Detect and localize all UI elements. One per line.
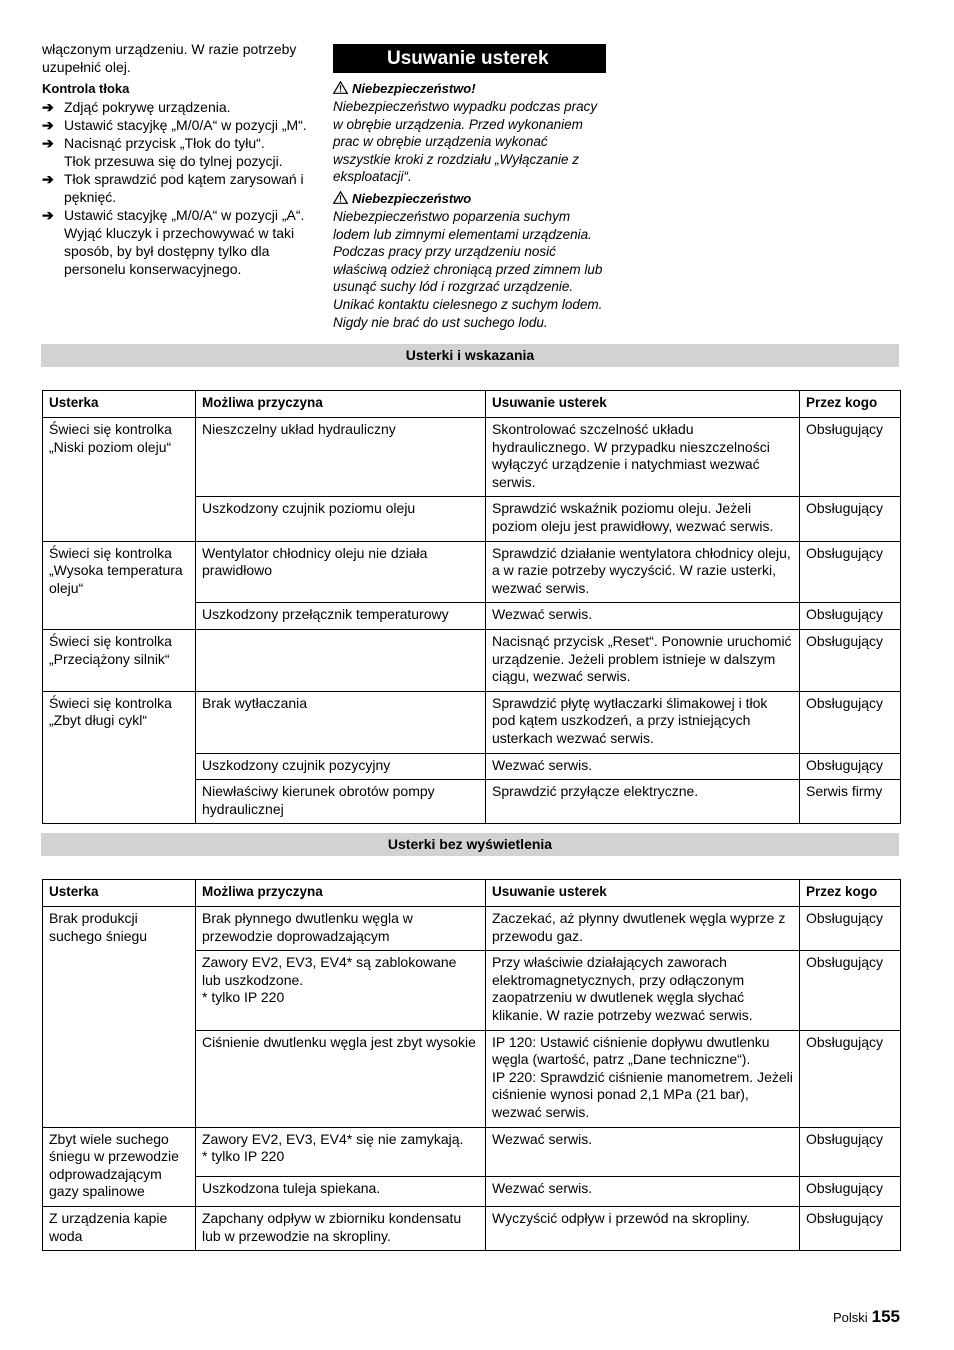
fault-cell: Świeci się kontrolka „Przeciążony silnik“ (43, 629, 196, 691)
table-row (43, 1206, 901, 1250)
table-row (43, 541, 901, 603)
remedy-cell: Sprawdzić płytę wytłaczarki ślimakowej i tłok pod kątem uszkodzeń, a przy istniejących usterkach wezwać serwis. (486, 691, 800, 753)
column-header: Przez kogo (800, 391, 901, 418)
fault-cell: Z urządzenia kapie woda (43, 1206, 196, 1250)
cause-cell: Uszkodzona tuleja spiekana. (196, 1177, 486, 1207)
table-header-row (43, 391, 901, 418)
arrow-right-icon: ➔ (42, 99, 54, 115)
remedy-cell: Wezwać serwis. (486, 1177, 800, 1207)
cause-cell: Ciśnienie dwutlenku węgla jest zbyt wysokie (196, 1030, 486, 1127)
cause-cell: Uszkodzony przełącznik temperaturowy (196, 603, 486, 630)
section-title-faults-indications: Usterki i wskazania (41, 344, 899, 367)
faults-without-display-table (42, 879, 901, 1251)
cause-cell: Zapchany odpływ w zbiorniku kondensatu lub w przewodzie na skropliny. (196, 1206, 486, 1250)
column-header: Usuwanie usterek (486, 391, 800, 418)
arrow-right-icon: ➔ (42, 135, 54, 151)
responsible-cell: Obsługujący (800, 1177, 901, 1207)
list-item: ➔ Nacisnąć przycisk „Tłok do tyłu“. Tłok przesuwa się do tylnej pozycji. (42, 135, 283, 169)
remedy-cell: Skontrolować szczelność układu hydraulicznego. W przypadku nieszczelności wyłączyć urządzenie i natychmiast wezwać serwis. (486, 418, 800, 497)
cause-cell: Brak płynnego dwutlenku węgla w przewodzie doprowadzającym (196, 907, 486, 951)
warning-heading: Niebezpieczeństwo! (333, 80, 606, 98)
remedy-cell: Wezwać serwis. (486, 1127, 800, 1177)
cause-cell: Niewłaściwy kierunek obrotów pompy hydraulicznej (196, 780, 486, 824)
list-item: ➔ Zdjąć pokrywę urządzenia. (42, 99, 231, 115)
column-header: Usterka (43, 880, 196, 907)
section-title-faults-without-display: Usterki bez wyświetlenia (41, 833, 899, 856)
remedy-cell: Zaczekać, aż płynny dwutlenek węgla wyprze z przewodu gaz. (486, 907, 800, 951)
responsible-cell: Obsługujący (800, 418, 901, 497)
column-header: Możliwa przyczyna (196, 391, 486, 418)
cause-cell: Wentylator chłodnicy oleju nie działa prawidłowo (196, 541, 486, 603)
column-header: Przez kogo (800, 880, 901, 907)
page-footer (833, 1307, 900, 1327)
arrow-right-icon: ➔ (42, 117, 54, 133)
table-row (43, 907, 901, 951)
cause-cell: Zawory EV2, EV3, EV4* są zablokowane lub uszkodzone. * tylko IP 220 (196, 951, 486, 1030)
remedy-cell: Nacisnąć przycisk „Reset“. Ponownie uruchomić urządzenie. Jeżeli problem istnieje w dalszym ciągu, wezwać serwis. (486, 629, 800, 691)
left-column (42, 40, 320, 278)
responsible-cell: Obsługujący (800, 1206, 901, 1250)
table-header-row (43, 880, 901, 907)
remedy-cell: Przy właściwie działających zaworach elektromagnetycznych, przy odłączonym zaopatrzeniu w dwutlenek węgla słychać klikanie. W razie potrzeby wezwać serwis. (486, 951, 800, 1030)
responsible-cell: Obsługujący (800, 629, 901, 691)
table-row (43, 418, 901, 497)
responsible-cell: Obsługujący (800, 691, 901, 753)
responsible-cell: Obsługujący (800, 1030, 901, 1127)
table-row (43, 629, 901, 691)
responsible-cell: Obsługujący (800, 753, 901, 780)
table-row (43, 1127, 901, 1177)
warning-triangle-icon (333, 191, 348, 204)
column-header: Usuwanie usterek (486, 880, 800, 907)
cause-cell: Brak wytłaczania (196, 691, 486, 753)
column-header: Usterka (43, 391, 196, 418)
remedy-cell: Wezwać serwis. (486, 753, 800, 780)
responsible-cell: Obsługujący (800, 497, 901, 541)
responsible-cell: Serwis firmy (800, 780, 901, 824)
cause-cell: Uszkodzony czujnik poziomu oleju (196, 497, 486, 541)
warning-text: Niebezpieczeństwo wypadku podczas pracy w obrębie urządzenia. Przed wykonaniem prac w obrębie urządzenia wykonać wszystkie kroki z rozdziału „Wyłączanie z eksploatacji“. (333, 99, 598, 185)
page-title: Usuwanie usterek (333, 44, 606, 73)
remedy-cell: Wyczyścić odpływ i przewód na skropliny. (486, 1206, 800, 1250)
warning-text: Niebezpieczeństwo poparzenia suchym lodem lub zimnymi elementami urządzenia. Podczas pracy przy urządzeniu nosić właściwą odzież chroniącą przed zimnem lub usunąć suchy lód i rozgrzać urządzenie. Unikać kontaktu cielesnego z suchym lodem. Nigdy nie brać do ust suchego lodu. (333, 208, 603, 330)
fault-cell: Świeci się kontrolka „Wysoka temperatura oleju“ (43, 541, 196, 629)
list-item: ➔ Ustawić stacyjkę „M/0/A“ w pozycji „A“. Wyjąć kluczyk i przechowywać w taki sposób, by był dostępny tylko dla personelu konserwacyjnego. (42, 207, 305, 277)
remedy-cell: Sprawdzić działanie wentylatora chłodnicy oleju, a w razie potrzeby wyczyścić. W razie usterki, wezwać serwis. (486, 541, 800, 603)
column-header: Możliwa przyczyna (196, 880, 486, 907)
responsible-cell: Obsługujący (800, 1127, 901, 1177)
cause-cell (196, 629, 486, 691)
remedy-cell: Sprawdzić wskaźnik poziomu oleju. Jeżeli poziom oleju jest prawidłowy, wezwać serwis. (486, 497, 800, 541)
responsible-cell: Obsługujący (800, 907, 901, 951)
faults-indications-table (42, 390, 901, 824)
arrow-right-icon: ➔ (42, 207, 54, 223)
subheading-piston-check: Kontrola tłoka (42, 81, 130, 96)
arrow-right-icon: ➔ (42, 171, 54, 187)
warning-heading: Niebezpieczeństwo (333, 190, 606, 208)
intro-text: włączonym urządzeniu. W razie potrzeby uzupełnić olej. (42, 41, 297, 75)
page-number: 155 (871, 1307, 900, 1326)
responsible-cell: Obsługujący (800, 603, 901, 630)
warning-triangle-icon (333, 81, 348, 94)
remedy-cell: Sprawdzić przyłącze elektryczne. (486, 780, 800, 824)
list-item: ➔ Tłok sprawdzić pod kątem zarysowań i pęknięć. (42, 171, 304, 205)
list-item: ➔ Ustawić stacyjkę „M/0/A“ w pozycji „M“. (42, 117, 307, 133)
footer-language: Polski (832, 1310, 868, 1325)
remedy-cell: IP 120: Ustawić ciśnienie dopływu dwutlenku węgla (wartość, patrz „Dane techniczne“). IP 220: Sprawdzić ciśnienie manometrem. Jeżeli ciśnienie wynosi ponad 2,1 MPa (21 bar), wezwać serwis. (486, 1030, 800, 1127)
fault-cell: Świeci się kontrolka „Niski poziom oleju“ (43, 418, 196, 542)
fault-cell: Zbyt wiele suchego śniegu w przewodzie odprowadzającym gazy spalinowe (43, 1127, 196, 1206)
fault-cell: Brak produkcji suchego śniegu (43, 907, 196, 1128)
cause-cell: Uszkodzony czujnik pozycyjny (196, 753, 486, 780)
table-row (43, 691, 901, 753)
responsible-cell: Obsługujący (800, 541, 901, 603)
remedy-cell: Wezwać serwis. (486, 603, 800, 630)
fault-cell: Świeci się kontrolka „Zbyt długi cykl“ (43, 691, 196, 824)
cause-cell: Nieszczelny układ hydrauliczny (196, 418, 486, 497)
right-column (333, 44, 606, 335)
cause-cell: Zawory EV2, EV3, EV4* się nie zamykają. * tylko IP 220 (196, 1127, 486, 1177)
responsible-cell: Obsługujący (800, 951, 901, 1030)
